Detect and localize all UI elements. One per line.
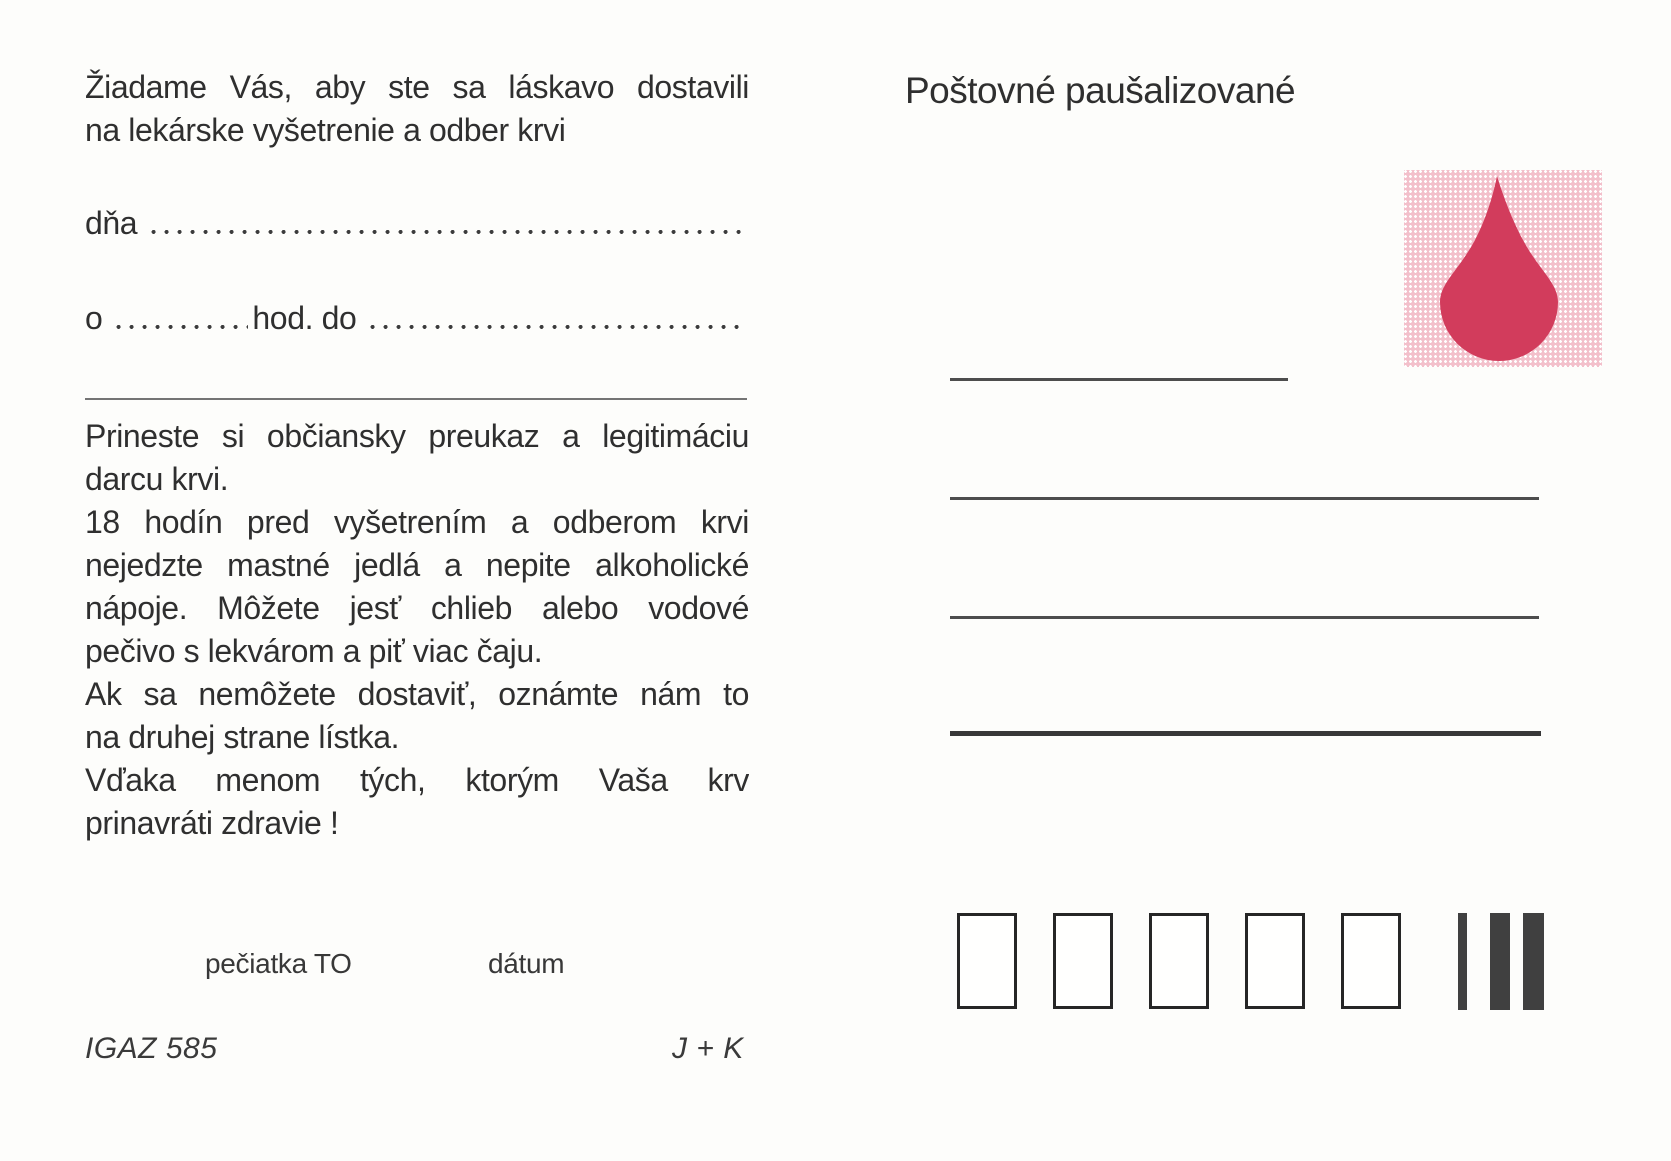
date-field-dotted-line (151, 229, 747, 235)
postal-code-box (1341, 913, 1401, 1009)
text-line: Ak sa nemôžete dostaviť, oznámte nám to (85, 676, 749, 712)
address-line-1 (950, 378, 1288, 381)
text-line: 18 hodín pred vyšetrením a odberom krvi (85, 504, 749, 540)
date-field-row (85, 205, 747, 242)
postal-code-and-sorting-marks (957, 913, 1541, 1010)
date-area-label: dátum (488, 948, 565, 979)
postal-code-box (1149, 913, 1209, 1009)
request-intro-text (85, 66, 749, 152)
address-line-3 (950, 616, 1539, 619)
sorting-bar (1458, 913, 1467, 1010)
postage-stamp (1404, 170, 1602, 367)
text-line: nejedzte mastné jedlá a nepite alkoholické (85, 547, 749, 583)
postage-paid-note: Poštovné paušalizované (905, 70, 1296, 111)
text-line: Prineste si občiansky preukaz a legitimáciu (85, 418, 749, 454)
form-code: IGAZ 585 (85, 1032, 218, 1065)
printer-mark: J + K (672, 1032, 744, 1065)
blood-drop-icon (1404, 170, 1602, 367)
date-field-label: dňa (85, 205, 138, 241)
address-line-2 (950, 497, 1539, 500)
text-line: Vďaka menom tých, ktorým Vaša krv (85, 762, 749, 798)
time-to-dotted-line (370, 324, 747, 330)
text-line: nápoje. Môžete jesť chlieb alebo vodové (85, 590, 749, 626)
time-from-dotted-line (116, 324, 248, 330)
text-line: Žiadame Vás, aby ste sa láskavo dostavili (85, 69, 749, 105)
text-line: pečivo s lekvárom a piť viac čaju. (85, 633, 543, 669)
official-stamp-area-label: pečiatka TO (205, 948, 352, 979)
text-line: na druhej strane lístka. (85, 719, 400, 755)
postal-code-box (1053, 913, 1113, 1009)
sorting-bar (1490, 913, 1510, 1010)
time-field-row (85, 300, 747, 337)
text-line: na lekárske vyšetrenie a odber krvi (85, 112, 566, 148)
instructions-text (85, 415, 749, 845)
text-line: darcu krvi. (85, 461, 229, 497)
section-divider-line (85, 398, 747, 400)
time-field-mid-label: hod. do (252, 300, 357, 336)
address-line-4 (950, 731, 1541, 736)
sorting-bar (1523, 913, 1544, 1010)
postal-code-box (957, 913, 1017, 1009)
time-field-label: o (85, 300, 103, 336)
postal-code-box (1245, 913, 1305, 1009)
text-line: prinavráti zdravie ! (85, 805, 339, 841)
